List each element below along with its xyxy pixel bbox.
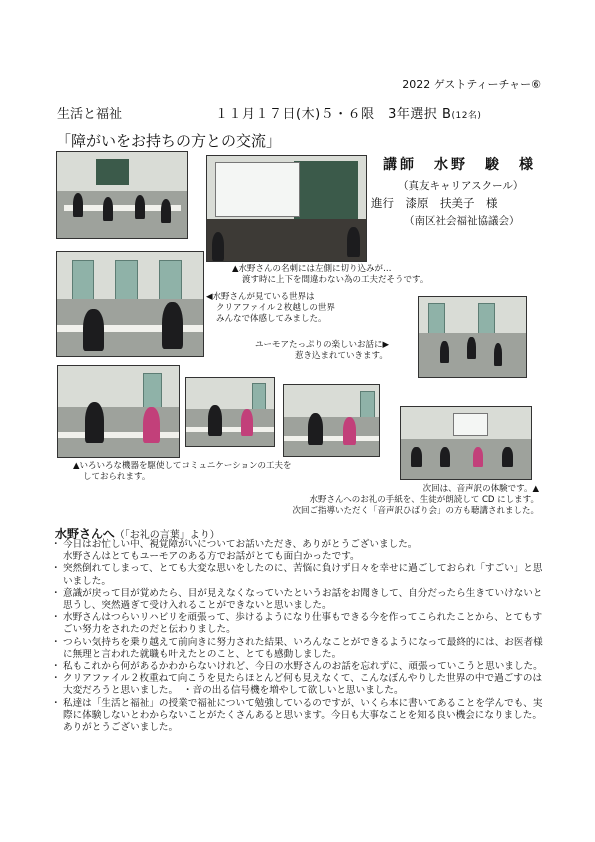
caption-humor-line2: 惹き込まれていきます。	[295, 351, 388, 361]
lecturer-organization: （真友キャリアスクール）	[398, 180, 524, 192]
photo-classroom-lecture	[56, 151, 188, 239]
comment-item: ・ 水野さんはつらいリハビリを頑張って、歩けるようになり仕事もできる今を作ってこられたことから、とてもすごい努力をされたのだと伝わりました。	[55, 612, 545, 636]
caption-world-line3: みんなで体感してみました。	[216, 314, 327, 324]
photo-students-discussion	[418, 296, 527, 378]
caption-next-line3: 次回ご指導いただく「音声訳ひばり会」の方も聴講されました。	[292, 506, 539, 516]
caption-nameplate-line1: ▲水野さんの名刺には左側に切り込みが…	[232, 264, 392, 274]
coordinator-name: 進行 漆原 扶美子 様	[371, 196, 498, 210]
caption-world-line2: クリアファイル２枚越しの世界	[216, 303, 335, 313]
photo-projector-screen	[206, 155, 367, 262]
caption-nameplate	[232, 264, 428, 286]
class-date-line	[215, 103, 481, 122]
lecturer-name: 講師 水野 駿 様	[383, 157, 536, 173]
caption-devices-line1: ▲いろいろな機器を駆使してコミュニケーションの工夫を	[73, 461, 292, 471]
photo-devices-1	[57, 365, 180, 458]
issue-serial: 2022 ゲストティーチャー⑥	[402, 78, 541, 91]
comment-item: ・ 私もこれから何があるかわからないけれど、今日の水野さんのお話を忘れずに、頑張っていこうと思いました。	[55, 661, 545, 673]
caption-next-line1: 次回は、音声訳の体験です。▲	[422, 484, 539, 494]
thanks-title: 水野さんへ	[55, 527, 115, 541]
photo-devices-3	[283, 384, 380, 457]
comment-item: ・ 私達は「生活と福祉」の授業で福祉について勉強しているのですが、いくら本に書いてあることを学んでも、実際に体験しないとわからないことがたくさんあると思います。今日も大事なことを知る良い機会になりました。ありがとうございました。	[55, 698, 545, 735]
page-title: 「障がいをお持ちの方との交流」	[56, 132, 282, 150]
caption-next-line2: 水野さんへのお礼の手紙を、生徒が朗読して CD にします。	[309, 495, 539, 505]
caption-world-line1: ◀水野さんが見ている世界は	[206, 292, 315, 302]
caption-world	[206, 292, 335, 325]
thanks-comment-list	[55, 539, 545, 734]
caption-next-session	[292, 484, 539, 517]
thanks-subtitle: （「お礼の言葉」より）	[114, 530, 220, 541]
caption-humor-line1: ユーモアたっぷりの楽しいお話に▶	[255, 340, 390, 350]
caption-devices	[73, 461, 292, 483]
comment-item: ・ つらい気持ちを乗り越えて前向きに努力された結果、いろんなことができるようになって最終的には、お医者様に無理と言われた就職も叶えたとのこと、とても感動しました。	[55, 637, 545, 661]
class-date: １１月１７日(木)５・６限 3年選択 B	[215, 107, 452, 122]
comment-item: ・ 意識が戻って目が覚めたら、目が見えなくなっていたというお話をお聞きして、自分だったら生きていけないと思うし、突然過ぎて受け入れることができないと思いました。	[55, 588, 545, 612]
comment-item: ・ 今日はお忙しい中、視覚障がいについてお話いただき、ありがとうございました。 水野さんはとてもユーモアのある方でお話がとても面白かったです。	[55, 539, 545, 563]
comment-item: ・ 突然倒れてしまって、とても大変な思いをしたのに、苦悩に負けず日々を幸せに過ごしておられ「すごい」と思いました。	[55, 563, 545, 587]
photo-audience-next-session	[400, 406, 532, 480]
caption-devices-line2: しておられます。	[83, 472, 151, 482]
caption-humor	[255, 340, 389, 362]
caption-nameplate-line2: 渡す時に上下を間違わない為の工夫だそうです。	[242, 275, 429, 285]
photo-clearfile-experience	[56, 251, 204, 357]
photo-devices-2	[185, 377, 275, 447]
coordinator-organization: （南区社会福祉協議会）	[404, 215, 520, 227]
student-count: (12名)	[451, 111, 482, 121]
subject-name: 生活と福祉	[57, 107, 123, 122]
comment-item: ・ クリアファイル２枚重ねて向こうを見たらほとんど何も見えなくて、こんなぼんやりした世界の中で過ごすのは大変だろうと思いました。 ・音の出る信号機を増やして欲しいと思いました。	[55, 673, 545, 697]
